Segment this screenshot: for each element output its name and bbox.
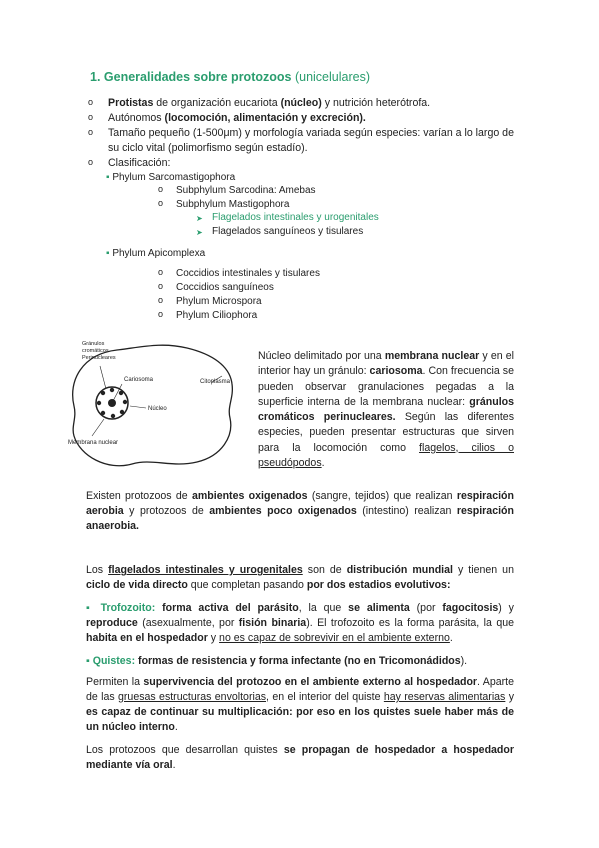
heading-subtitle: (unicelulares) <box>294 70 370 84</box>
heading-title: Generalidades sobre protozoos <box>103 70 292 84</box>
bullet-circle-icon: o <box>158 295 164 305</box>
bullet-circle-icon: o <box>88 112 94 122</box>
square-bullet-icon: ▪ <box>86 602 94 614</box>
subphylum-mastigophora: Subphylum Mastigophora <box>176 199 290 210</box>
list-item: Autónomos (locomoción, alimentación y excreción). <box>108 112 366 124</box>
list-item: Coccidios intestinales y tisulares <box>176 268 320 279</box>
paragraph-flagelados: Los flagelados intestinales y urogenitales son de distribución mundial y tienen un ciclo de vida directo que completan pasando por dos estadios evolutivos: <box>86 564 514 591</box>
paragraph-quistes: ▪ Quistes: formas de resistencia y forma infectante (no en Tricomonádidos). <box>86 655 468 667</box>
label-cromaticos: cromáticos <box>82 348 109 354</box>
label-cariosoma: Cariosoma <box>124 377 154 383</box>
square-bullet-icon: ▪ <box>106 248 110 259</box>
list-item: Phylum Ciliophora <box>176 310 258 321</box>
arrow-bullet-icon: ➤ <box>196 228 203 237</box>
list-item: Clasificación: <box>108 157 171 169</box>
bullet-circle-icon: o <box>88 97 94 107</box>
square-bullet-icon: ▪ <box>86 655 90 667</box>
bullet-circle-icon: o <box>158 184 164 194</box>
bullet-circle-icon: o <box>88 127 94 137</box>
bullet-circle-icon: o <box>158 267 164 277</box>
list-item: Coccidios sanguíneos <box>176 282 274 293</box>
square-bullet-icon: ▪ <box>106 172 110 183</box>
heading-number: 1. <box>90 70 101 84</box>
protozoan-diagram <box>62 336 247 476</box>
list-item: Protistas de organización eucariota (núcleo) y nutrición heterótrofa. <box>108 97 431 109</box>
label-perinucleares: Perinucleares <box>82 355 116 361</box>
label-citoplasma: Citoplasma <box>200 379 231 385</box>
label-membrana-nuclear: Membrana nuclear <box>68 440 119 446</box>
paragraph-propagacion: Los protozoos que desarrollan quistes se propagan de hospedador a hospedador mediante vía oral. <box>86 744 514 771</box>
phylum-sarcomastigophora: ▪ Phylum Sarcomastigophora <box>106 172 236 183</box>
flagelados-sanguineos: Flagelados sanguíneos y tisulares <box>212 226 364 237</box>
label-granulos: Gránulos <box>82 341 105 347</box>
paragraph-ambientes: Existen protozoos de ambientes oxigenados (sangre, tejidos) que realizan respiración aerobia y protozoos de ambientes poco oxigenados (intestino) realizan respiración anaerobia. <box>86 490 514 532</box>
list-item: Tamaño pequeño (1-500μm) y morfología variada según especies: varían a lo largo de su ciclo vital (polimorfismo según estadío). <box>108 127 514 154</box>
phylum-apicomplexa: ▪ Phylum Apicomplexa <box>106 248 206 259</box>
bullet-circle-icon: o <box>158 281 164 291</box>
paragraph-trofozoito: ▪ Trofozoito: forma activa del parásito, la que se alimenta (por fagocitosis) y reproduce (asexualmente, por fisión binaria). El trofozoito es la forma parásita, la que habita en el hospedador y no es capaz de sobrevivir en el ambiente externo. <box>86 602 514 644</box>
bullet-circle-icon: o <box>158 198 164 208</box>
paragraph-supervivencia: Permiten la supervivencia del protozoo en el ambiente externo al hospedador. Aparte de las gruesas estructuras envoltorias, en el interior del quiste hay reservas alimentarias y es capaz de continuar su multiplicación: por eso en los quistes suele haber más de un núcleo interno. <box>86 676 514 733</box>
bullet-circle-icon: o <box>158 309 164 319</box>
subphylum-sarcodina: Subphylum Sarcodina: Amebas <box>176 185 316 196</box>
arrow-bullet-icon: ➤ <box>196 214 203 223</box>
paragraph-nucleo: Núcleo delimitado por una membrana nuclear y en el interior hay un gránulo: cariosoma. Con frecuencia se pueden observar granulaciones pegadas a la superficie interna de la membrana nuclear: gránulos cromáticos perinucleares. Según las diferentes especies, pueden presentar estructuras que sirven para la locomoción como flagelos, cilios o pseudópodos. <box>258 350 514 470</box>
label-nucleo: Núcleo <box>148 406 167 412</box>
cariosoma-dot <box>108 399 116 407</box>
flagelados-intestinales: Flagelados intestinales y urogenitales <box>212 212 379 223</box>
bullet-circle-icon: o <box>88 157 94 167</box>
list-item: Phylum Microspora <box>176 296 262 307</box>
section-heading <box>90 70 370 84</box>
